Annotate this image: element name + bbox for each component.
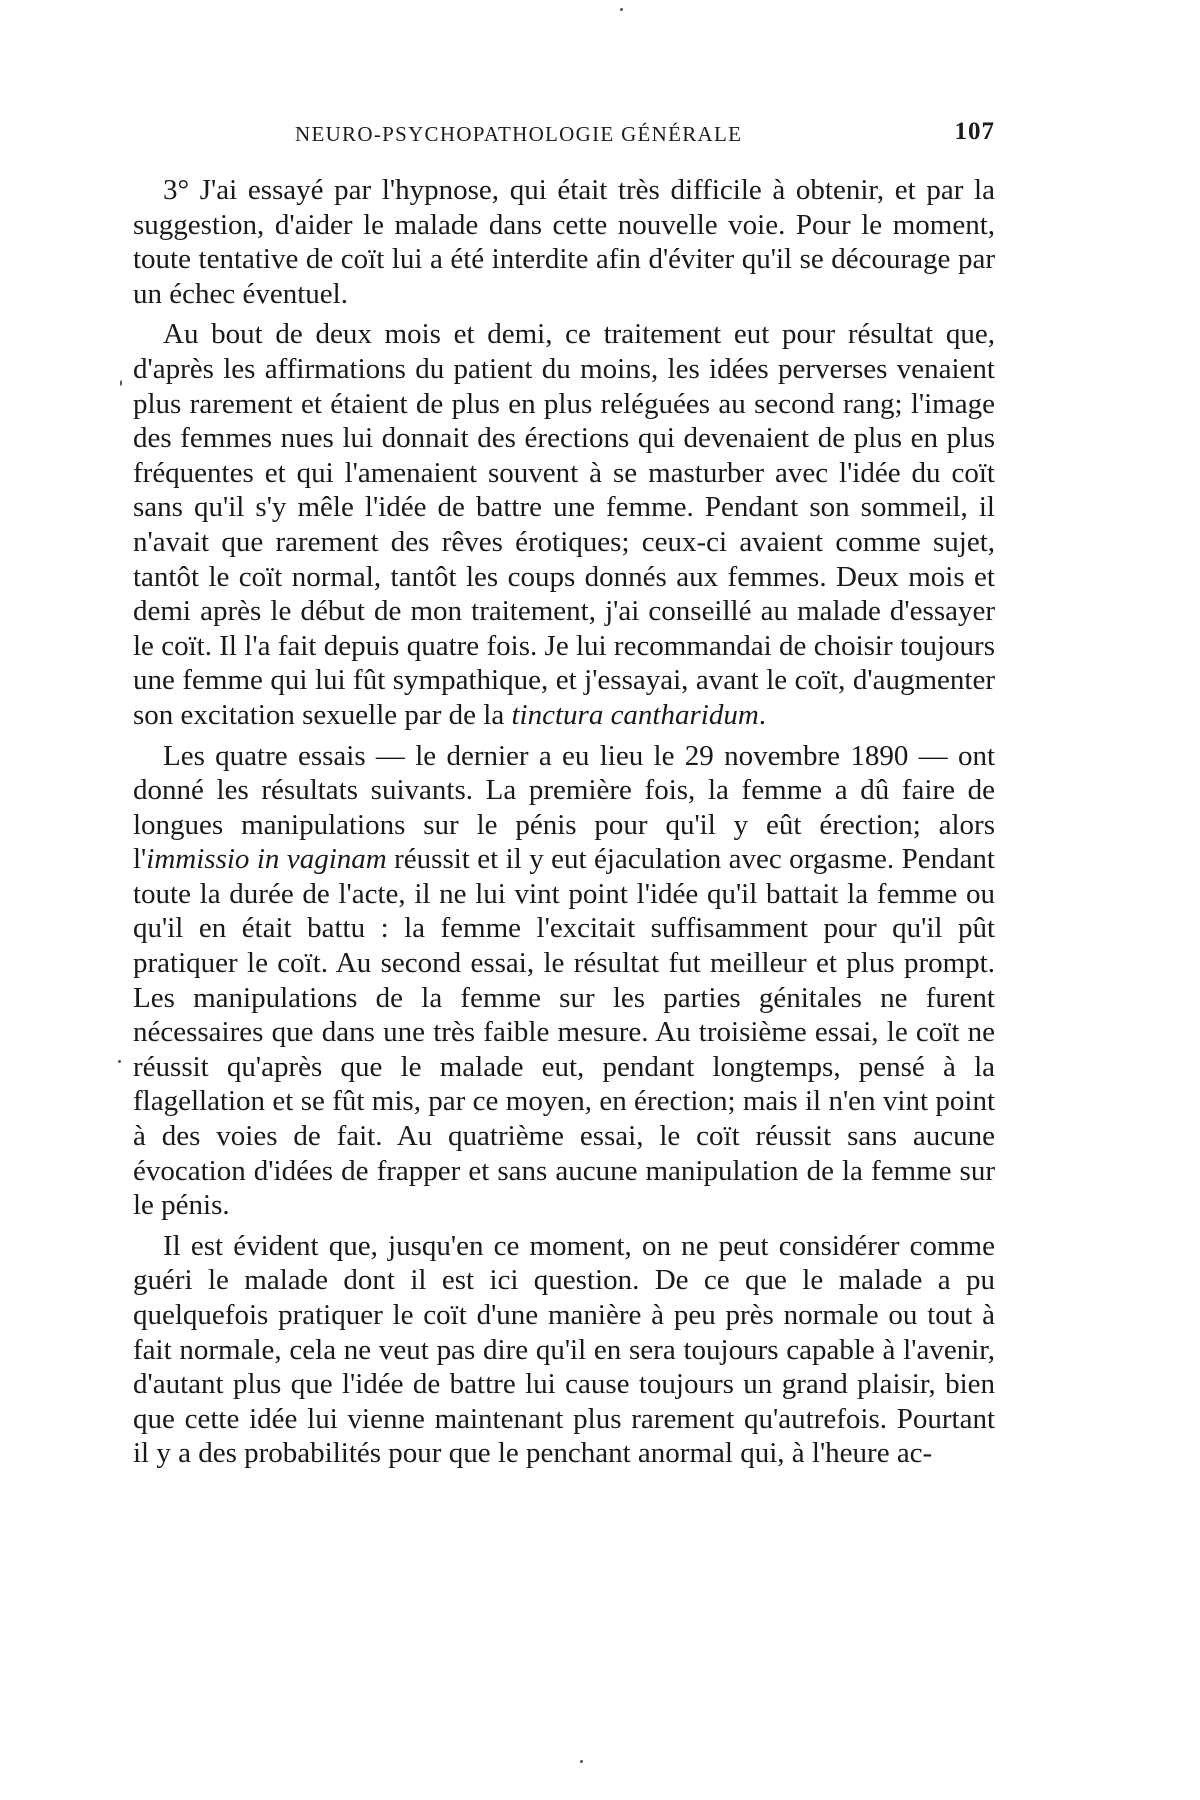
latin-term: immissio in vaginam: [146, 843, 387, 876]
paragraph-text: 3° J'ai essayé par l'hypnose, qui était très difficile à obtenir, et par la suggestion, d'aider le malade dans cette nouvelle voie. Pour le moment, toute tentative de coït lui a été interdite afin d'éviter qu'il se décourage par un échec éventuel.: [133, 174, 995, 310]
paragraph-text: .: [758, 698, 767, 731]
paragraph: [133, 317, 995, 732]
running-head: [133, 118, 995, 158]
paragraph-text: Au bout de deux mois et demi, ce traitement eut pour résultat que, d'après les affirmations du patient du moins, les idées perverses venaient plus rarement et étaient de plus en plus reléguées au second rang; l'image des femmes nues lui donnait des érections qui devenaient de plus en plus fréquentes et qui l'amenaient souvent à se masturber avec l'idée du coït sans qu'il s'y mêle l'idée de battre une femme. Pendant son sommeil, il n'avait que rarement des rêves érotiques; ceux-ci avaient comme sujet, tantôt le coït normal, tantôt les coups donnés aux femmes. Deux mois et demi après le début de mon traitement, j'ai conseillé au malade d'essayer le coït. Il l'a fait depuis quatre fois. Je lui recommandai de choisir toujours une femme qui lui fût sympathique, et j'essayai, avant le coït, d'augmenter son excitation sexuelle par de la: [133, 318, 995, 731]
print-speck: [620, 8, 623, 11]
body-text: [133, 173, 995, 1477]
paragraph-text: réussit et il y eut éjaculation avec orgasme. Pendant toute la durée de l'acte, il ne lui vint point l'idée qu'il battait la femme ou qu'il en était battu : la femme l'excitait suffisamment pour qu'il pût pratiquer le coït. Au second essai, le résultat fut meilleur et plus prompt. Les manipulations de la femme sur les parties génitales ne furent nécessaires que dans une très faible mesure. Au troisième essai, le coït ne réussit qu'après que le malade eut, pendant longtemps, pensé à la flagellation et se fût mis, par ce moyen, en érection; mais il n'en vint point à des voies de fait. Au quatrième essai, le coït réussit sans aucune évocation d'idées de frapper et sans aucune manipulation de la femme sur le pénis.: [133, 843, 995, 1222]
page-number: 107: [954, 118, 995, 145]
paragraph-text: Il est évident que, jusqu'en ce moment, on ne peut considérer comme guéri le malade dont il est ici question. De ce que le malade a pu quelquefois pratiquer le coït d'une manière à peu près normale ou tout à fait normale, cela ne veut pas dire qu'il en sera toujours capable à l'avenir, d'autant plus que l'idée de battre lui cause toujours un grand plaisir, bien que cette idée lui vienne maintenant plus rarement qu'autrefois. Pourtant il y a des probabilités pour que le penchant anormal qui, à l'heure ac-: [133, 1229, 995, 1470]
paragraph: [133, 173, 995, 311]
print-speck: [580, 1760, 583, 1763]
paragraph: [133, 1229, 995, 1471]
running-title: NEURO-PSYCHOPATHOLOGIE GÉNÉRALE: [295, 122, 743, 146]
latin-term: tinctura cantharidum: [511, 698, 759, 731]
print-speck: [118, 1060, 121, 1063]
paragraph: [133, 739, 995, 1223]
print-speck: [120, 380, 122, 386]
paragraph-text: Les quatre essais — le dernier a eu lieu le 29 novembre 1890 — ont donné les résultats suivants. La première fois, la femme a dû faire de longues manipulations sur le pénis pour qu'il y eût érection; alors l': [133, 739, 995, 876]
